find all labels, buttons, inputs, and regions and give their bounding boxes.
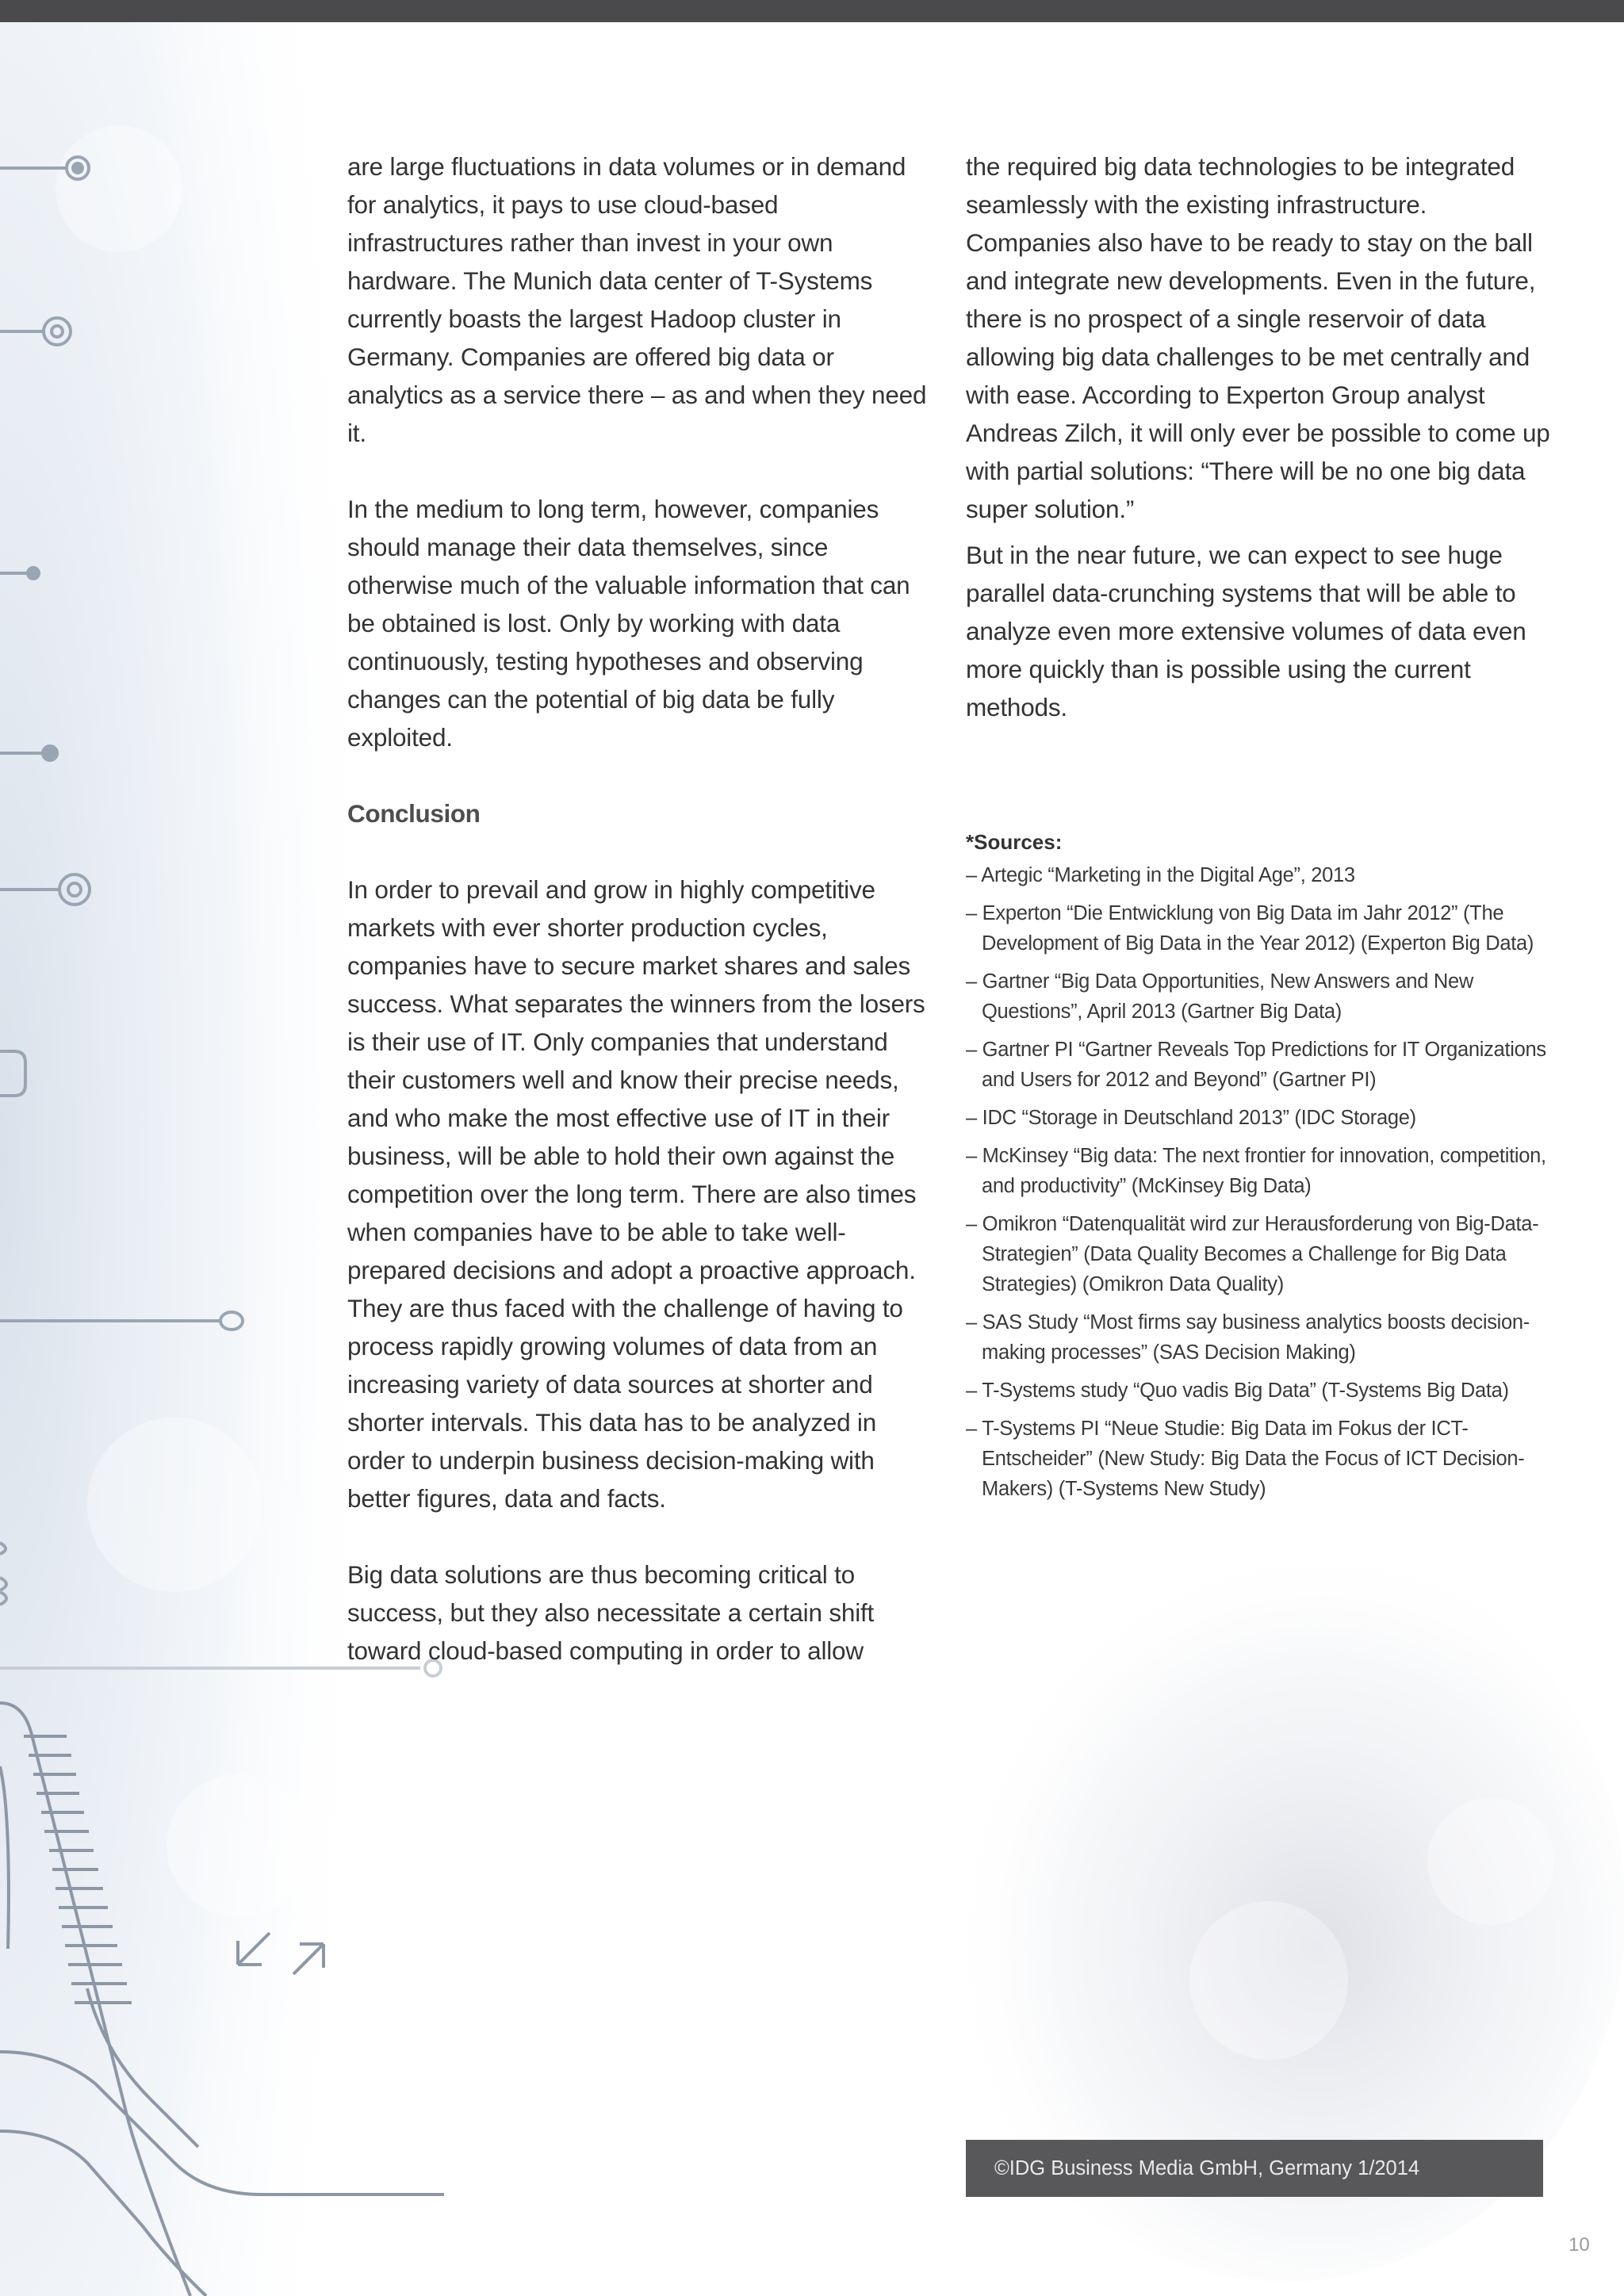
copyright-footer-bar — [966, 2140, 1543, 2197]
source-item: – IDC “Storage in Deutschland 2013” (IDC Storage) — [966, 1107, 1416, 1129]
sources-title: *Sources: — [966, 830, 1063, 854]
body-paragraph: In order to prevail and grow in highly competitive markets with ever shorter production cycles, companies have to secure market shares and sales success. What separates the winners from the losers is their use of IT. Only companies that understand their customers well and know their precise needs, and who make the most effective use of IT in their business, will be able to hold their own against the competition over the long term. There are also times when companies have to be able to take well-prepared decisions and adopt a proactive approach. They are thus faced with the challenge of having to process rapidly growing volumes of data from an increasing variety of data sources at shorter and shorter intervals. This data has to be analyzed in order to underpin business decision-making with better figures, data and facts. — [347, 875, 925, 1513]
body-paragraph: But in the near future, we can expect to see huge parallel data-crunching systems that will be able to analyze even more extensive volumes of data even more quickly than is possible using the current methods. — [966, 541, 1526, 721]
source-item: – Gartner “Big Data Opportunities, New Answers and New Questions”, April 2013 (Gartner Big Data) — [966, 970, 1474, 1023]
sources-list — [966, 827, 1568, 1512]
page-number: 10 — [1568, 2234, 1590, 2256]
source-item: – Omikron “Datenqualität wird zur Herausforderung von Big-Data-Strategien” (Data Quality Becomes a Challenge for Big Data Strategies) (Omikron Data Quality) — [966, 1213, 1539, 1295]
copyright-text: ©IDG Business Media GmbH, Germany 1/2014 — [994, 2157, 1420, 2179]
body-paragraph: the required big data technologies to be integrated seamlessly with the existing infrastructure. Companies also have to be ready to stay on the ball and integrate new developments. Even in the future, there is no prospect of a single reservoir of data allowing big data challenges to be met centrally and with ease. According to Experton Group analyst Andreas Zilch, it will only ever be possible to come up with partial solutions: “There will be no one big data super solution.” — [966, 152, 1550, 523]
body-paragraph: Big data solutions are thus becoming critical to success, but they also necessitate a certain shift toward cloud-based computing in order to allow — [347, 1560, 875, 1665]
source-item: – SAS Study “Most firms say business analytics boosts decision-making processes” (SAS Decision Making) — [966, 1311, 1530, 1364]
source-item: – McKinsey “Big data: The next frontier for innovation, competition, and productivity” (McKinsey Big Data) — [966, 1145, 1546, 1197]
left-text-column — [347, 147, 934, 1670]
body-paragraph: are large fluctuations in data volumes or in demand for analytics, it pays to use cloud-based infrastructures rather than invest in your own hardware. The Munich data center of T-Systems currently boasts the largest Hadoop cluster in Germany. Companies are offered big data or analytics as a service there – as and when they need it. — [347, 152, 927, 447]
section-heading-conclusion: Conclusion — [347, 799, 481, 828]
source-item: – Experton “Die Entwicklung von Big Data im Jahr 2012” (The Development of Big Data in the Year 2012) (Experton Big Data) — [966, 902, 1534, 955]
source-item: – Gartner PI “Gartner Reveals Top Predictions for IT Organizations and Users for 2012 and Beyond” (Gartner PI) — [966, 1039, 1546, 1091]
right-text-column — [966, 147, 1553, 726]
top-bar — [0, 0, 1624, 22]
source-item: – T-Systems study “Quo vadis Big Data” (T-Systems Big Data) — [966, 1380, 1509, 1402]
body-paragraph: In the medium to long term, however, companies should manage their data themselves, since otherwise much of the valuable information that can be obtained is lost. Only by working with data continuously, testing hypotheses and observing changes can the potential of big data be fully exploited. — [347, 495, 910, 752]
source-item: – Artegic “Marketing in the Digital Age”, 2013 — [966, 864, 1355, 886]
source-item: – T-Systems PI “Neue Studie: Big Data im Fokus der ICT-Entscheider” (New Study: Big Data the Focus of ICT Decision-Makers) (T-Systems New Study) — [966, 1418, 1525, 1500]
